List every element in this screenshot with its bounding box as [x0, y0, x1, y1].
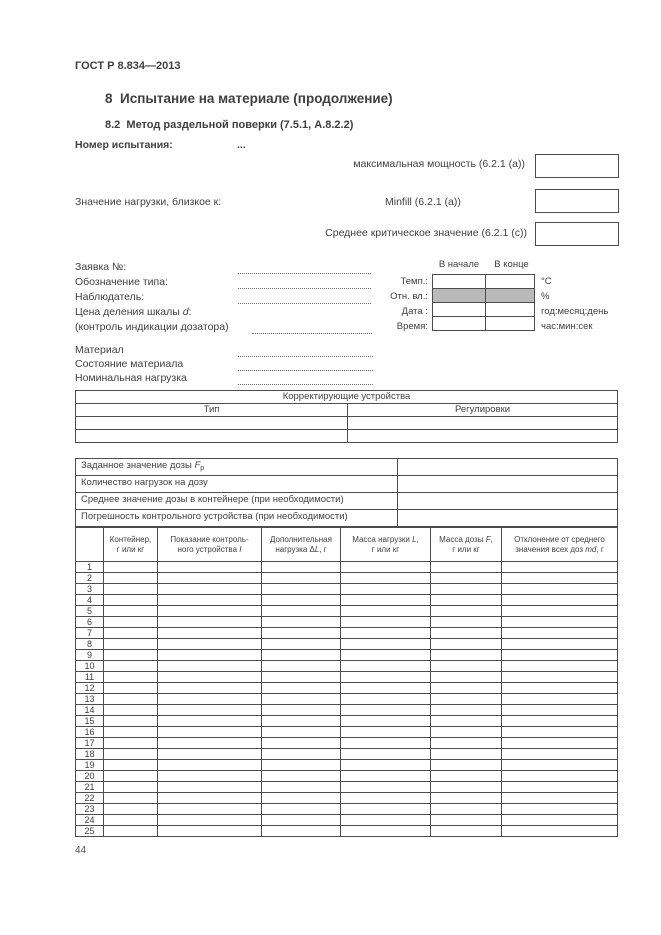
env-col-header-end: В конце — [494, 259, 529, 270]
temperature-start-cell — [433, 275, 486, 289]
max-power-label: максимальная мощность (6.2.1 (а)) — [353, 158, 525, 170]
empty-data-cell — [262, 562, 341, 573]
empty-data-cell — [431, 705, 502, 716]
measurement-row — [76, 804, 618, 815]
empty-data-cell — [502, 771, 618, 782]
test-number-label: Номер испытания: — [75, 139, 173, 151]
empty-data-cell — [262, 815, 341, 826]
measurement-row — [76, 749, 618, 760]
empty-data-cell — [431, 683, 502, 694]
row-number-cell: 13 — [76, 694, 104, 705]
empty-data-cell — [502, 694, 618, 705]
empty-data-cell — [158, 573, 262, 584]
empty-data-cell — [104, 617, 158, 628]
measurement-row — [76, 650, 618, 661]
measurement-row — [76, 628, 618, 639]
empty-data-cell — [341, 606, 431, 617]
empty-data-cell — [104, 771, 158, 782]
empty-data-cell — [158, 760, 262, 771]
empty-data-cell — [341, 595, 431, 606]
empty-data-cell — [158, 683, 262, 694]
empty-data-cell — [502, 683, 618, 694]
empty-data-cell — [158, 606, 262, 617]
empty-data-cell — [431, 771, 502, 782]
dose-control-error-label: Погрешность контрольного устройства (при необходимости) — [76, 510, 398, 527]
empty-data-cell — [104, 749, 158, 760]
row-number-cell: 1 — [76, 562, 104, 573]
measurement-row — [76, 738, 618, 749]
empty-data-cell — [158, 562, 262, 573]
empty-data-cell — [158, 749, 262, 760]
empty-data-cell — [502, 672, 618, 683]
load-value-label: Значение нагрузки, близкое к: — [75, 196, 222, 208]
empty-data-cell — [104, 705, 158, 716]
row-number-cell: 15 — [76, 716, 104, 727]
empty-data-cell — [431, 749, 502, 760]
empty-data-cell — [104, 661, 158, 672]
dose-mean-container-value — [398, 493, 618, 510]
row-number-cell: 17 — [76, 738, 104, 749]
empty-data-cell — [104, 606, 158, 617]
empty-data-cell — [431, 716, 502, 727]
temperature-unit: °С — [541, 276, 552, 287]
time-label: Время: — [396, 321, 428, 332]
row-number-cell: 22 — [76, 793, 104, 804]
empty-data-cell — [158, 782, 262, 793]
dose-mean-container-label: Среднее значение дозы в контейнере (при необходимости) — [76, 493, 398, 510]
empty-data-cell — [262, 584, 341, 595]
row-number-cell: 7 — [76, 628, 104, 639]
col-header-load-mass: Масса нагрузки L, г или кг — [341, 528, 431, 562]
measurement-row — [76, 617, 618, 628]
nominal-load-label: Номинальная нагрузка — [75, 372, 187, 384]
empty-data-cell — [104, 694, 158, 705]
empty-data-cell — [262, 826, 341, 837]
environment-table — [432, 274, 535, 331]
dose-setpoint-value — [398, 459, 618, 476]
empty-data-cell — [341, 617, 431, 628]
empty-data-cell — [502, 804, 618, 815]
empty-data-cell — [262, 683, 341, 694]
empty-data-cell — [431, 815, 502, 826]
row-number-cell: 16 — [76, 727, 104, 738]
empty-data-cell — [104, 826, 158, 837]
empty-data-cell — [158, 650, 262, 661]
empty-data-cell — [341, 672, 431, 683]
row-number-cell: 8 — [76, 639, 104, 650]
empty-data-cell — [158, 826, 262, 837]
empty-data-cell — [502, 584, 618, 595]
empty-data-cell — [104, 573, 158, 584]
col-header-dose-mass: Масса дозы F, г или кг — [431, 528, 502, 562]
measurement-row — [76, 672, 618, 683]
empty-data-cell — [158, 672, 262, 683]
empty-data-cell — [104, 639, 158, 650]
empty-data-cell — [104, 804, 158, 815]
mean-critical-label: Среднее критическое значение (6.2.1 (с)) — [325, 227, 527, 239]
measurement-row — [76, 694, 618, 705]
col-header-container: Контейнер, г или кг — [104, 528, 158, 562]
col-header-row-number — [76, 528, 104, 562]
empty-data-cell — [431, 793, 502, 804]
big-table-body — [76, 562, 618, 837]
measurement-row — [76, 815, 618, 826]
empty-data-cell — [502, 826, 618, 837]
empty-data-cell — [502, 661, 618, 672]
empty-data-cell — [502, 628, 618, 639]
empty-data-cell — [341, 727, 431, 738]
row-number-cell: 12 — [76, 683, 104, 694]
material-condition-line — [238, 358, 373, 371]
measurement-row — [76, 727, 618, 738]
empty-data-cell — [502, 650, 618, 661]
test-number-value: ... — [237, 139, 246, 151]
date-label: Дата : — [401, 306, 428, 317]
row-number-cell: 2 — [76, 573, 104, 584]
row-number-cell: 18 — [76, 749, 104, 760]
row-number-cell: 21 — [76, 782, 104, 793]
empty-data-cell — [341, 793, 431, 804]
empty-data-cell — [262, 727, 341, 738]
col-header-indication: Показание контроль- ного устройства I — [158, 528, 262, 562]
row-number-cell: 9 — [76, 650, 104, 661]
type-designation-label: Обозначение типа: — [75, 276, 168, 288]
empty-data-cell — [431, 760, 502, 771]
empty-data-cell — [158, 628, 262, 639]
empty-data-cell — [431, 606, 502, 617]
empty-cell — [76, 417, 348, 430]
empty-data-cell — [431, 628, 502, 639]
date-unit: год:месяц:день — [541, 306, 609, 317]
empty-data-cell — [104, 738, 158, 749]
empty-data-cell — [262, 628, 341, 639]
subsection-title: 8.2 Метод раздельной поверки (7.5.1, А.8.2.2) — [105, 119, 354, 131]
correction-empty-row — [76, 417, 618, 430]
empty-data-cell — [431, 782, 502, 793]
row-number-cell: 4 — [76, 595, 104, 606]
empty-data-cell — [104, 815, 158, 826]
row-number-cell: 10 — [76, 661, 104, 672]
empty-data-cell — [262, 595, 341, 606]
humidity-label: Отн. вл.: — [390, 291, 428, 302]
empty-data-cell — [341, 749, 431, 760]
minfill-value-box — [535, 189, 619, 213]
dose-row-mean-container — [76, 493, 618, 510]
empty-data-cell — [104, 595, 158, 606]
empty-data-cell — [104, 782, 158, 793]
minfill-label: Minfill (6.2.1 (а)) — [385, 196, 461, 208]
empty-data-cell — [262, 617, 341, 628]
empty-data-cell — [262, 661, 341, 672]
empty-data-cell — [341, 661, 431, 672]
empty-data-cell — [104, 716, 158, 727]
empty-data-cell — [262, 782, 341, 793]
scale-division-label: Цена деления шкалы d: — [75, 306, 192, 318]
empty-data-cell — [341, 771, 431, 782]
nominal-load-line — [238, 372, 373, 385]
empty-data-cell — [431, 595, 502, 606]
application-number-line — [238, 261, 371, 274]
empty-data-cell — [502, 562, 618, 573]
empty-data-cell — [262, 694, 341, 705]
empty-data-cell — [502, 639, 618, 650]
dose-load-count-label: Количество нагрузок на дозу — [76, 476, 398, 493]
empty-data-cell — [262, 738, 341, 749]
empty-data-cell — [104, 562, 158, 573]
doser-indication-label: (контроль индикации дозатора) — [75, 321, 229, 333]
empty-data-cell — [341, 705, 431, 716]
empty-data-cell — [431, 650, 502, 661]
empty-data-cell — [262, 639, 341, 650]
empty-data-cell — [262, 771, 341, 782]
dose-load-count-value — [398, 476, 618, 493]
measurement-row — [76, 573, 618, 584]
empty-data-cell — [262, 705, 341, 716]
material-condition-label: Состояние материала — [75, 358, 184, 370]
humidity-row — [433, 289, 535, 303]
measurement-row — [76, 782, 618, 793]
col-header-deviation: Отклонение от среднего значения всех доз md, г — [502, 528, 618, 562]
correction-col-type: Тип — [76, 404, 348, 417]
empty-data-cell — [262, 606, 341, 617]
correction-empty-row — [76, 430, 618, 443]
empty-data-cell — [262, 716, 341, 727]
empty-data-cell — [158, 738, 262, 749]
max-power-value-box — [535, 154, 619, 178]
row-number-cell: 11 — [76, 672, 104, 683]
time-start-cell — [433, 317, 486, 331]
empty-data-cell — [341, 760, 431, 771]
empty-data-cell — [431, 826, 502, 837]
row-number-cell: 14 — [76, 705, 104, 716]
row-number-cell: 3 — [76, 584, 104, 595]
doc-number: ГОСТ Р 8.834—2013 — [75, 60, 181, 72]
empty-data-cell — [502, 793, 618, 804]
empty-data-cell — [262, 573, 341, 584]
empty-data-cell — [502, 606, 618, 617]
measurement-row — [76, 661, 618, 672]
env-col-header-start: В начале — [438, 259, 480, 270]
empty-data-cell — [341, 683, 431, 694]
measurement-row — [76, 826, 618, 837]
temperature-label: Темп.: — [400, 276, 428, 287]
empty-data-cell — [502, 727, 618, 738]
empty-data-cell — [341, 738, 431, 749]
empty-data-cell — [158, 661, 262, 672]
empty-data-cell — [158, 815, 262, 826]
material-label: Материал — [75, 344, 124, 356]
empty-data-cell — [431, 694, 502, 705]
measurement-row — [76, 606, 618, 617]
measurement-row — [76, 771, 618, 782]
measurement-row — [76, 584, 618, 595]
dose-setpoint-label: Заданное значение дозы $F_p$ — [76, 459, 398, 476]
measurement-row — [76, 760, 618, 771]
material-line — [238, 344, 373, 357]
humidity-end-cell — [486, 289, 535, 303]
empty-data-cell — [431, 672, 502, 683]
correction-devices-table — [75, 390, 618, 443]
correction-col-adjustments: Регулировки — [348, 404, 618, 417]
empty-data-cell — [341, 804, 431, 815]
empty-data-cell — [502, 749, 618, 760]
time-row — [433, 317, 535, 331]
empty-data-cell — [502, 760, 618, 771]
row-number-cell: 5 — [76, 606, 104, 617]
empty-data-cell — [502, 815, 618, 826]
row-number-cell: 23 — [76, 804, 104, 815]
mean-critical-value-box — [535, 222, 619, 246]
empty-data-cell — [104, 650, 158, 661]
empty-data-cell — [158, 727, 262, 738]
correction-title-row — [76, 391, 618, 404]
empty-data-cell — [341, 584, 431, 595]
empty-data-cell — [431, 584, 502, 595]
measurement-row — [76, 716, 618, 727]
empty-data-cell — [104, 683, 158, 694]
humidity-start-cell — [433, 289, 486, 303]
row-number-cell: 19 — [76, 760, 104, 771]
empty-data-cell — [158, 584, 262, 595]
dose-row-load-count — [76, 476, 618, 493]
empty-data-cell — [104, 628, 158, 639]
measurement-row — [76, 683, 618, 694]
empty-data-cell — [502, 595, 618, 606]
empty-data-cell — [502, 617, 618, 628]
empty-data-cell — [341, 815, 431, 826]
empty-data-cell — [262, 760, 341, 771]
measurement-row — [76, 793, 618, 804]
correction-header-row — [76, 404, 618, 417]
empty-data-cell — [262, 804, 341, 815]
time-end-cell — [486, 317, 535, 331]
empty-data-cell — [262, 793, 341, 804]
empty-cell — [348, 417, 618, 430]
empty-data-cell — [341, 628, 431, 639]
temperature-row — [433, 275, 535, 289]
empty-data-cell — [104, 672, 158, 683]
empty-data-cell — [502, 716, 618, 727]
empty-data-cell — [341, 650, 431, 661]
empty-data-cell — [502, 705, 618, 716]
measurement-row — [76, 705, 618, 716]
measurement-header-row — [76, 528, 618, 562]
empty-cell — [348, 430, 618, 443]
empty-data-cell — [158, 793, 262, 804]
date-row — [433, 303, 535, 317]
empty-data-cell — [431, 639, 502, 650]
empty-data-cell — [341, 639, 431, 650]
row-number-cell: 20 — [76, 771, 104, 782]
empty-data-cell — [158, 639, 262, 650]
measurement-row — [76, 595, 618, 606]
empty-data-cell — [431, 738, 502, 749]
temperature-end-cell — [486, 275, 535, 289]
empty-data-cell — [104, 760, 158, 771]
empty-data-cell — [104, 727, 158, 738]
empty-data-cell — [341, 562, 431, 573]
empty-data-cell — [431, 617, 502, 628]
empty-data-cell — [158, 771, 262, 782]
measurement-table — [75, 527, 618, 837]
empty-data-cell — [502, 738, 618, 749]
empty-data-cell — [431, 661, 502, 672]
empty-data-cell — [341, 716, 431, 727]
empty-data-cell — [431, 573, 502, 584]
empty-data-cell — [158, 595, 262, 606]
dose-row-control-error — [76, 510, 618, 527]
empty-data-cell — [341, 826, 431, 837]
row-number-cell: 25 — [76, 826, 104, 837]
dose-control-error-value — [398, 510, 618, 527]
empty-data-cell — [158, 694, 262, 705]
section-title: 8 Испытание на материале (продолжение) — [105, 91, 393, 106]
empty-data-cell — [502, 782, 618, 793]
page-number: 44 — [75, 845, 87, 856]
empty-data-cell — [262, 749, 341, 760]
measurement-row — [76, 562, 618, 573]
empty-data-cell — [104, 584, 158, 595]
empty-data-cell — [341, 573, 431, 584]
humidity-unit: % — [541, 291, 550, 302]
dose-parameters-table — [75, 458, 618, 527]
empty-data-cell — [158, 804, 262, 815]
row-number-cell: 6 — [76, 617, 104, 628]
empty-data-cell — [262, 650, 341, 661]
empty-data-cell — [502, 573, 618, 584]
empty-data-cell — [262, 672, 341, 683]
empty-data-cell — [431, 804, 502, 815]
empty-data-cell — [158, 716, 262, 727]
measurement-row — [76, 639, 618, 650]
dose-row-setpoint — [76, 459, 618, 476]
col-header-extra-load: Дополнительная нагрузка ΔL, г — [262, 528, 341, 562]
date-end-cell — [486, 303, 535, 317]
row-number-cell: 24 — [76, 815, 104, 826]
time-unit: час:мин:сек — [541, 321, 593, 332]
empty-data-cell — [104, 793, 158, 804]
date-start-cell — [433, 303, 486, 317]
correction-table-title: Корректирующие устройства — [76, 391, 618, 404]
observer-label: Наблюдатель: — [75, 291, 145, 303]
empty-data-cell — [431, 727, 502, 738]
empty-data-cell — [158, 617, 262, 628]
empty-data-cell — [341, 694, 431, 705]
application-number-label: Заявка №: — [75, 261, 127, 273]
empty-cell — [76, 430, 348, 443]
empty-data-cell — [341, 782, 431, 793]
empty-data-cell — [158, 705, 262, 716]
empty-data-cell — [431, 562, 502, 573]
